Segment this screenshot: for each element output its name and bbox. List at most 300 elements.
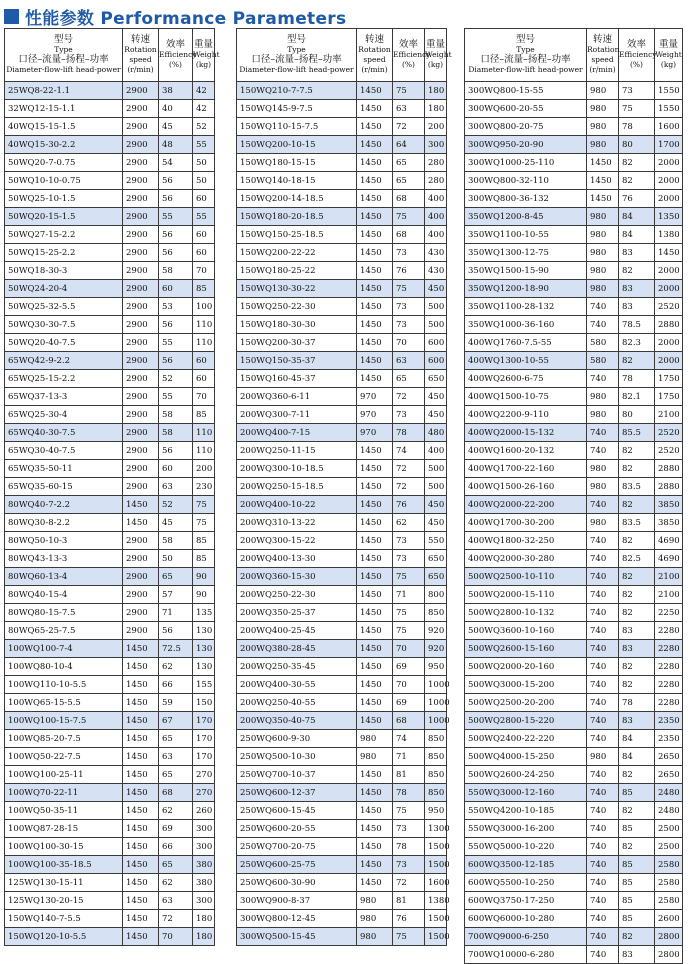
cell-efficiency: 82 [619,496,655,514]
cell-speed: 980 [357,730,393,748]
cell-model: 300WQ800-36-132 [465,190,587,208]
cell-efficiency: 63 [159,748,193,766]
cell-speed: 970 [357,424,393,442]
cell-weight: 60 [193,352,215,370]
cell-model: 100WQ100-30-15 [5,838,123,856]
cell-speed: 1450 [357,784,393,802]
table-row [5,766,215,784]
cell-efficiency: 75 [393,928,425,946]
cell-weight: 2500 [655,838,683,856]
cell-speed: 1450 [357,532,393,550]
table-row [465,622,683,640]
cell-speed: 740 [587,694,619,712]
cell-speed: 1450 [357,190,393,208]
header-efficiency: 效率 Efficiency (%) [159,29,193,82]
cell-speed: 980 [587,244,619,262]
cell-weight: 50 [193,154,215,172]
cell-speed: 2900 [123,604,159,622]
cell-speed: 1450 [357,496,393,514]
cell-efficiency: 85 [619,874,655,892]
cell-speed: 1450 [357,622,393,640]
table-row [237,316,447,334]
cell-speed: 1450 [357,442,393,460]
cell-model: 100WQ65-15-5.5 [5,694,123,712]
cell-model: 150WQ200-10-15 [237,136,357,154]
cell-weight: 300 [193,892,215,910]
cell-model: 500WQ3600-10-160 [465,622,587,640]
cell-weight: 85 [193,406,215,424]
cell-model: 400WQ2000-22-200 [465,496,587,514]
cell-weight: 300 [425,136,447,154]
table-row [465,190,683,208]
cell-speed: 740 [587,856,619,874]
table-row [465,820,683,838]
table-row [237,280,447,298]
cell-speed: 1450 [357,766,393,784]
cell-model: 32WQ12-15-1.1 [5,100,123,118]
cell-speed: 1450 [587,190,619,208]
cell-model: 400WQ1500-26-160 [465,478,587,496]
cell-efficiency: 78 [619,694,655,712]
cell-weight: 135 [193,604,215,622]
cell-efficiency: 55 [159,334,193,352]
table-row [5,622,215,640]
cell-speed: 1450 [357,514,393,532]
cell-model: 300WQ900-8-37 [237,892,357,910]
cell-model: 300WQ800-12-45 [237,910,357,928]
table-row [5,694,215,712]
cell-efficiency: 69 [393,658,425,676]
table-row [5,928,215,946]
cell-efficiency: 75 [393,568,425,586]
cell-model: 150WQ140-18-15 [237,172,357,190]
table-row [237,136,447,154]
table-row [237,82,447,100]
cell-model: 200WQ360-6-11 [237,388,357,406]
cell-model: 80WQ30-8-2.2 [5,514,123,532]
cell-speed: 980 [357,928,393,946]
table-row [237,334,447,352]
cell-model: 350WQ1000-36-160 [465,316,587,334]
table-row [5,100,215,118]
cell-model: 500WQ2400-22-220 [465,730,587,748]
cell-model: 500WQ2000-20-160 [465,658,587,676]
cell-speed: 2900 [123,586,159,604]
table-row [237,118,447,136]
cell-efficiency: 56 [159,316,193,334]
table-row [5,82,215,100]
cell-speed: 1450 [123,910,159,928]
table-row [465,712,683,730]
cell-model: 350WQ1500-15-90 [465,262,587,280]
cell-weight: 950 [425,658,447,676]
cell-speed: 1450 [357,352,393,370]
cell-weight: 2580 [655,874,683,892]
cell-speed: 2900 [123,460,159,478]
cell-model: 50WQ25-32-5.5 [5,298,123,316]
cell-speed: 980 [587,262,619,280]
cell-weight: 1500 [425,838,447,856]
table-row [465,388,683,406]
cell-speed: 2900 [123,352,159,370]
cell-speed: 740 [587,442,619,460]
cell-weight: 500 [425,460,447,478]
cell-speed: 2900 [123,424,159,442]
cell-model: 80WQ43-13-3 [5,550,123,568]
cell-speed: 740 [587,676,619,694]
table-row [465,118,683,136]
cell-model: 80WQ80-15-7.5 [5,604,123,622]
cell-speed: 980 [587,478,619,496]
table-row [237,820,447,838]
cell-efficiency: 82 [619,928,655,946]
table-row [465,478,683,496]
cell-efficiency: 73 [393,316,425,334]
table-row [237,802,447,820]
cell-speed: 2900 [123,388,159,406]
cell-efficiency: 85 [619,820,655,838]
cell-model: 300WQ500-15-45 [237,928,357,946]
table-row [5,154,215,172]
cell-efficiency: 73 [619,82,655,100]
cell-efficiency: 60 [159,280,193,298]
cell-efficiency: 75 [393,208,425,226]
header-speed: 转速 Rotation speed (r/min) [357,29,393,82]
cell-model: 50WQ20-7-0.75 [5,154,123,172]
cell-weight: 2500 [655,820,683,838]
cell-speed: 980 [587,406,619,424]
table-row [465,730,683,748]
cell-weight: 2100 [655,586,683,604]
table-row [5,208,215,226]
cell-efficiency: 75 [393,280,425,298]
cell-efficiency: 72 [393,460,425,478]
cell-weight: 600 [425,334,447,352]
cell-efficiency: 83 [619,640,655,658]
table-row [5,334,215,352]
cell-weight: 1000 [425,712,447,730]
cell-speed: 1450 [357,370,393,388]
cell-speed: 1450 [587,154,619,172]
cell-weight: 60 [193,370,215,388]
cell-efficiency: 83 [619,280,655,298]
cell-weight: 400 [425,226,447,244]
table-row [237,172,447,190]
table-row [237,748,447,766]
cell-speed: 740 [587,910,619,928]
performance-table-3 [464,28,683,964]
cell-efficiency: 68 [159,784,193,802]
cell-weight: 4690 [655,532,683,550]
cell-weight: 650 [425,568,447,586]
table-row [5,820,215,838]
cell-efficiency: 82 [619,532,655,550]
cell-efficiency: 72 [393,388,425,406]
cell-weight: 850 [425,730,447,748]
table-row [465,352,683,370]
cell-speed: 1450 [357,136,393,154]
table-row [5,730,215,748]
cell-weight: 400 [425,190,447,208]
cell-speed: 1450 [357,118,393,136]
cell-weight: 450 [425,280,447,298]
cell-model: 250WQ600-12-37 [237,784,357,802]
cell-speed: 740 [587,946,619,964]
cell-model: 550WQ3000-12-160 [465,784,587,802]
table-row [465,766,683,784]
cell-weight: 2350 [655,730,683,748]
cell-efficiency: 82 [619,442,655,460]
cell-speed: 1450 [357,820,393,838]
cell-weight: 130 [193,658,215,676]
cell-efficiency: 58 [159,532,193,550]
cell-efficiency: 85 [619,892,655,910]
cell-weight: 2580 [655,892,683,910]
cell-model: 100WQ100-25-11 [5,766,123,784]
cell-model: 250WQ700-20-75 [237,838,357,856]
cell-weight: 2350 [655,712,683,730]
cell-weight: 1550 [655,100,683,118]
cell-efficiency: 48 [159,136,193,154]
cell-model: 500WQ2800-10-132 [465,604,587,622]
cell-efficiency: 62 [159,874,193,892]
table-row [465,676,683,694]
cell-model: 80WQ65-25-7.5 [5,622,123,640]
cell-weight: 600 [425,352,447,370]
cell-efficiency: 63 [393,352,425,370]
cell-weight: 2880 [655,316,683,334]
cell-weight: 85 [193,280,215,298]
cell-weight: 260 [193,802,215,820]
cell-efficiency: 83.5 [619,478,655,496]
table-row [5,478,215,496]
cell-efficiency: 64 [393,136,425,154]
table-row [5,352,215,370]
cell-weight: 2250 [655,604,683,622]
cell-model: 200WQ250-40-55 [237,694,357,712]
table-row [465,568,683,586]
cell-model: 250WQ600-30-90 [237,874,357,892]
table-row [465,172,683,190]
cell-efficiency: 65 [393,154,425,172]
cell-weight: 2000 [655,352,683,370]
cell-efficiency: 82 [619,802,655,820]
cell-speed: 1450 [357,712,393,730]
cell-efficiency: 72 [159,910,193,928]
cell-speed: 1450 [357,334,393,352]
cell-model: 200WQ400-30-55 [237,676,357,694]
table-row [465,748,683,766]
cell-efficiency: 73 [393,244,425,262]
table-row [5,280,215,298]
table-row [5,874,215,892]
cell-weight: 1750 [655,370,683,388]
cell-weight: 850 [425,748,447,766]
cell-model: 100WQ70-22-11 [5,784,123,802]
header-row [5,29,215,82]
cell-speed: 740 [587,928,619,946]
table-row [237,784,447,802]
cell-speed: 980 [587,280,619,298]
cell-speed: 1450 [123,766,159,784]
cell-efficiency: 83 [619,946,655,964]
cell-speed: 1450 [357,244,393,262]
cell-weight: 450 [425,388,447,406]
cell-speed: 980 [357,910,393,928]
cell-weight: 50 [193,172,215,190]
cell-model: 50WQ15-25-2.2 [5,244,123,262]
cell-efficiency: 70 [159,928,193,946]
table-row [237,244,447,262]
cell-model: 600WQ3500-12-185 [465,856,587,874]
cell-speed: 980 [587,82,619,100]
cell-efficiency: 78 [619,370,655,388]
table-row [5,460,215,478]
cell-speed: 1450 [357,478,393,496]
cell-efficiency: 75 [393,802,425,820]
cell-model: 550WQ3000-16-200 [465,820,587,838]
cell-efficiency: 78 [393,784,425,802]
cell-model: 200WQ250-22-30 [237,586,357,604]
table-row [5,316,215,334]
cell-efficiency: 82 [619,766,655,784]
header-weight: 重量 Weight (kg) [425,29,447,82]
table-row [5,244,215,262]
cell-speed: 740 [587,532,619,550]
table-row [465,208,683,226]
table-row [5,802,215,820]
cell-model: 700WQ10000-6-280 [465,946,587,964]
table-row [465,244,683,262]
cell-weight: 90 [193,586,215,604]
cell-efficiency: 52 [159,496,193,514]
cell-model: 150WQ180-15-15 [237,154,357,172]
cell-efficiency: 73 [393,406,425,424]
header-model: 型号 Type 口径–流量–扬程–功率 Diameter-flow-lift head-power [465,29,587,82]
cell-weight: 2000 [655,262,683,280]
cell-speed: 2900 [123,298,159,316]
cell-speed: 1450 [123,784,159,802]
cell-weight: 500 [425,298,447,316]
table-row [5,910,215,928]
cell-speed: 1450 [357,154,393,172]
cell-weight: 380 [193,874,215,892]
cell-efficiency: 76 [393,262,425,280]
table-row [465,892,683,910]
table-row [465,946,683,964]
cell-model: 250WQ600-25-75 [237,856,357,874]
cell-weight: 180 [193,910,215,928]
cell-weight: 75 [193,496,215,514]
cell-efficiency: 74 [393,730,425,748]
cell-model: 200WQ400-13-30 [237,550,357,568]
cell-model: 80WQ40-7-2.2 [5,496,123,514]
cell-weight: 2480 [655,802,683,820]
cell-weight: 2580 [655,856,683,874]
cell-model: 200WQ400-7-15 [237,424,357,442]
cell-speed: 980 [587,388,619,406]
cell-efficiency: 72 [393,874,425,892]
cell-weight: 2650 [655,748,683,766]
cell-efficiency: 56 [159,190,193,208]
cell-efficiency: 55 [159,388,193,406]
cell-model: 550WQ4200-10-185 [465,802,587,820]
cell-efficiency: 82 [619,352,655,370]
performance-table-1 [4,28,220,946]
cell-model: 400WQ2200-9-110 [465,406,587,424]
table-row [5,676,215,694]
cell-efficiency: 84 [619,748,655,766]
table-row [465,658,683,676]
cell-efficiency: 78 [393,424,425,442]
cell-efficiency: 83 [619,298,655,316]
cell-model: 500WQ2500-20-200 [465,694,587,712]
cell-speed: 1450 [587,172,619,190]
table-row [237,514,447,532]
table-row [5,190,215,208]
cell-efficiency: 82 [619,154,655,172]
cell-weight: 1380 [425,892,447,910]
table-row [465,910,683,928]
cell-efficiency: 65 [393,370,425,388]
table-row [465,874,683,892]
cell-speed: 1450 [357,316,393,334]
cell-speed: 1450 [357,838,393,856]
table-row [5,550,215,568]
cell-weight: 150 [193,694,215,712]
cell-speed: 2900 [123,82,159,100]
cell-speed: 980 [587,226,619,244]
cell-speed: 1450 [357,82,393,100]
cell-weight: 2000 [655,334,683,352]
cell-weight: 2280 [655,622,683,640]
table-row [465,298,683,316]
cell-model: 150WQ210-7-7.5 [237,82,357,100]
cell-model: 150WQ130-30-22 [237,280,357,298]
cell-weight: 2600 [655,910,683,928]
cell-model: 500WQ2000-15-110 [465,586,587,604]
cell-model: 65WQ37-13-3 [5,388,123,406]
table-row [465,460,683,478]
table-row [237,226,447,244]
cell-efficiency: 85 [619,784,655,802]
cell-weight: 380 [193,856,215,874]
cell-efficiency: 62 [393,514,425,532]
cell-model: 200WQ300-15-22 [237,532,357,550]
cell-model: 150WQ150-35-37 [237,352,357,370]
table-row [5,748,215,766]
cell-efficiency: 54 [159,154,193,172]
table-row [237,424,447,442]
cell-model: 150WQ160-45-37 [237,370,357,388]
cell-weight: 450 [425,406,447,424]
cell-speed: 1450 [123,496,159,514]
header-speed: 转速 Rotation speed (r/min) [587,29,619,82]
cell-speed: 740 [587,298,619,316]
cell-speed: 1450 [123,802,159,820]
cell-efficiency: 76 [393,910,425,928]
cell-weight: 2800 [655,946,683,964]
cell-efficiency: 56 [159,172,193,190]
cell-model: 50WQ20-40-7.5 [5,334,123,352]
table-row [237,640,447,658]
cell-speed: 740 [587,892,619,910]
cell-model: 50WQ20-15-1.5 [5,208,123,226]
cell-efficiency: 67 [159,712,193,730]
cell-efficiency: 84 [619,730,655,748]
cell-efficiency: 66 [159,838,193,856]
cell-model: 125WQ130-20-15 [5,892,123,910]
